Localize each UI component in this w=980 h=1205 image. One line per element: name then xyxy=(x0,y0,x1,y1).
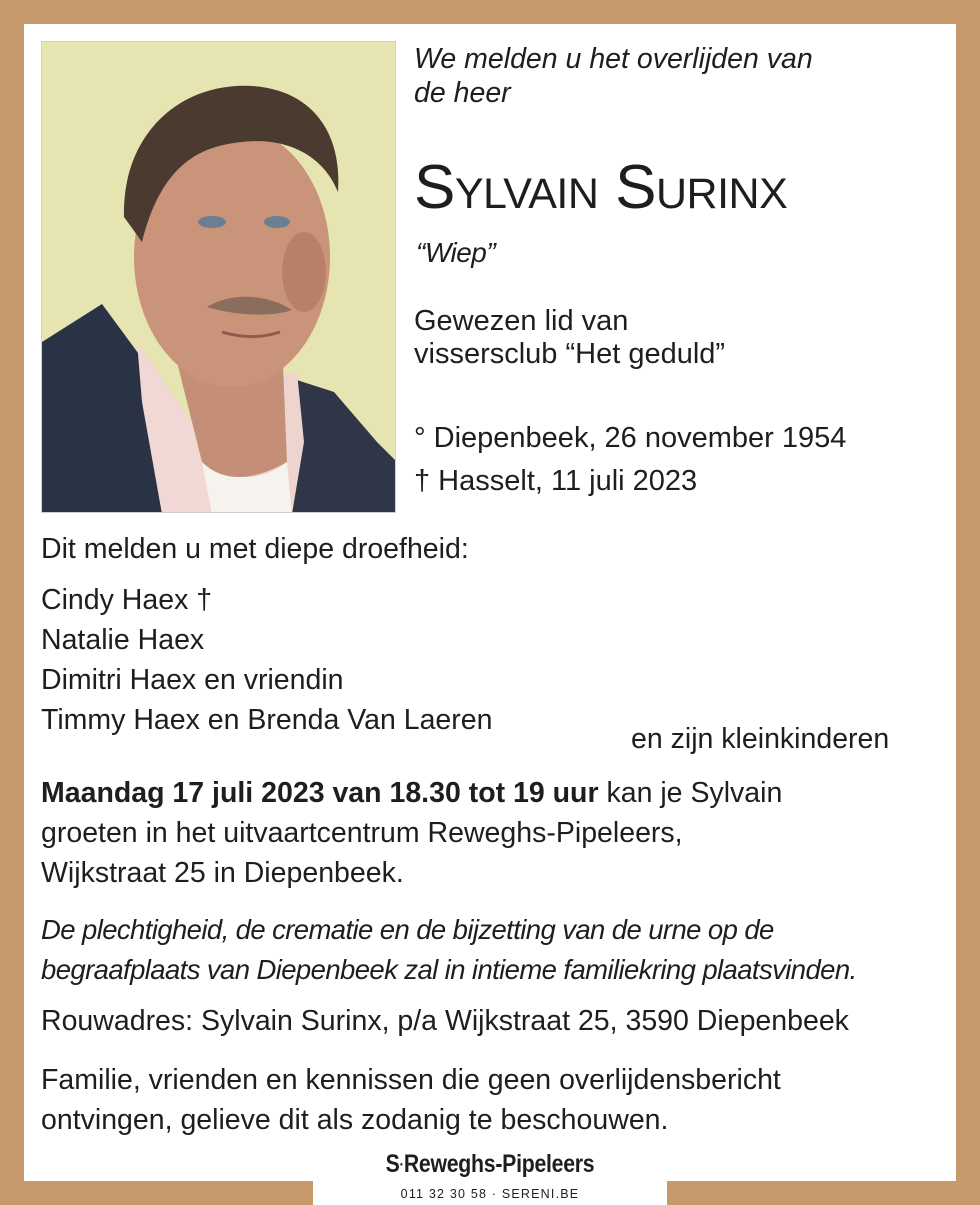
notice-line-1: Familie, vrienden en kennissen die geen overlijdensbericht xyxy=(41,1064,781,1096)
membership-line-2: vissersclub “Het geduld” xyxy=(414,338,726,370)
visitation-text xyxy=(41,773,782,893)
visitation-line-3: Wijkstraat 25 in Diepenbeek. xyxy=(41,857,404,889)
mourner-name: Timmy Haex en Brenda Van Laeren xyxy=(41,704,493,736)
mourning-intro: Dit melden u met diepe droefheid: xyxy=(41,533,469,565)
intro-line-2: de heer xyxy=(414,77,511,109)
intro-text xyxy=(414,42,813,110)
portrait-photo xyxy=(41,41,396,513)
logo-mark: S xyxy=(385,1150,400,1178)
mourner-name: Cindy Haex † xyxy=(41,584,213,616)
logo-text: Reweghs-Pipeleers xyxy=(403,1150,595,1178)
notice-line-2: ontvingen, gelieve dit als zodanig te beschouwen. xyxy=(41,1104,669,1136)
mourners-list xyxy=(41,580,492,740)
deceased-nickname: “Wiep” xyxy=(416,237,496,268)
mourning-address: Rouwadres: Sylvain Surinx, p/a Wijkstraat 25, 3590 Diepenbeek xyxy=(41,1005,849,1037)
membership-text xyxy=(414,305,725,371)
visitation-line-1-rest: kan je Sylvain xyxy=(598,777,783,809)
ceremony-text xyxy=(41,910,857,990)
membership-line-1: Gewezen lid van xyxy=(414,305,629,337)
death-info: † Hasselt, 11 juli 2023 xyxy=(414,465,698,497)
mourner-name: Natalie Haex xyxy=(41,624,205,656)
intro-line-1: We melden u het overlijden van xyxy=(414,43,813,75)
birth-info: ° Diepenbeek, 26 november 1954 xyxy=(414,422,847,454)
deceased-name: Sylvain Surinx xyxy=(414,153,788,222)
visitation-datetime: Maandag 17 juli 2023 van 18.30 tot 19 uur xyxy=(41,777,599,809)
ceremony-line-1: De plechtigheid, de crematie en de bijzetting van de urne op de xyxy=(41,914,774,945)
funeral-home-logo xyxy=(74,1150,907,1179)
funeral-home-contact: 011 32 30 58 · SERENI.BE xyxy=(400,1187,580,1201)
grandchildren-text: en zijn kleinkinderen xyxy=(631,723,890,755)
mourner-name: Dimitri Haex en vriendin xyxy=(41,664,344,696)
visitation-line-2: groeten in het uitvaartcentrum Reweghs-Pipeleers, xyxy=(41,817,683,849)
logo-dot: · xyxy=(399,1156,404,1174)
notice-text xyxy=(41,1060,781,1140)
ceremony-line-2: begraafplaats van Diepenbeek zal in intieme familiekring plaatsvinden. xyxy=(41,954,857,985)
